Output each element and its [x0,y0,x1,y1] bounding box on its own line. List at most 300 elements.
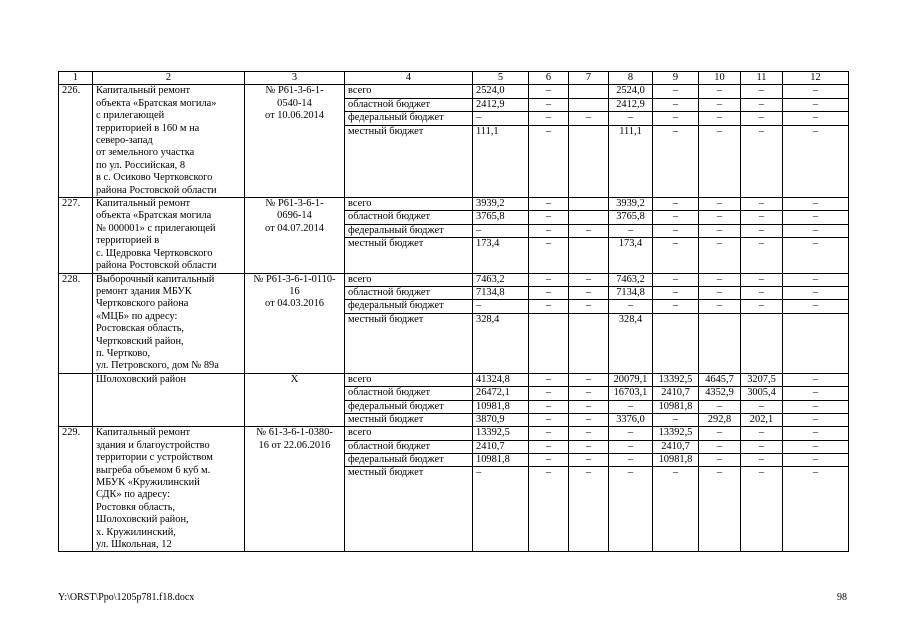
amount-value: – [716,238,723,250]
object-description [93,427,245,552]
amount-value [783,314,848,326]
amount-value: 292,8 [707,413,732,425]
document-line: № Р61-3-6-1- [265,85,324,97]
amount-value: – [741,112,782,125]
amount-value: – [741,287,782,300]
amount-value: – [741,99,782,112]
amount-value: – [783,287,848,300]
header-cell: 7 [569,72,609,85]
value-column-12 [783,427,849,552]
amount-value: – [812,125,819,137]
amount-value: – [758,467,765,479]
value-column-5 [473,273,529,373]
value-column-9 [653,273,699,373]
object-line: территории с устройством [96,452,213,464]
amount-value: – [699,211,740,224]
amount-value: – [529,454,568,467]
header-cell: 12 [783,72,849,85]
amount-value: – [609,112,652,125]
funding-source-label: федеральный бюджет [345,112,472,125]
value-column-5 [473,85,529,198]
amount-value: – [783,85,848,98]
funding-source-label: областной бюджет [345,99,472,112]
amount-value: – [653,99,698,112]
document-line: 0696-14 [277,210,312,222]
value-column-5 [473,427,529,552]
amount-value: – [783,211,848,224]
object-description [93,85,245,198]
amount-value: – [783,374,848,387]
value-column-10 [699,273,741,373]
amount-value: – [699,300,740,313]
amount-value: – [473,112,528,125]
funding-source-label: местный бюджет [348,413,424,425]
object-line: территорией в 160 м на [96,122,200,134]
amount-value: – [699,99,740,112]
object-line: выгреба объемом 6 куб м. [96,464,211,476]
amount-value: 7134,8 [609,287,652,300]
document-line: от 04.07.2014 [265,222,324,234]
object-line: по ул. Российская, 8 [96,159,186,171]
amount-value: – [653,198,698,211]
amount-value: – [609,225,652,238]
header-row [59,72,849,85]
document-line: 16 от 22.06.2016 [258,439,331,451]
amount-value: – [672,125,679,137]
amount-value: – [741,274,782,287]
document-line: от 10.06.2014 [265,110,324,122]
object-line: Капитальный ремонт [96,427,191,439]
object-line: ул. Петровского, дом № 89а [96,360,219,372]
value-column-8 [609,198,653,273]
object-line: района Ростовской области [96,184,217,196]
amount-value: – [529,374,568,387]
amount-value: – [529,401,568,414]
amount-value: – [741,225,782,238]
amount-value: – [672,238,679,250]
amount-value: 111,1 [619,125,642,137]
table-row [59,373,849,427]
object-line: «МЦБ» по адресу: [96,310,178,322]
amount-value: 10981,8 [473,401,528,414]
amount-value: – [783,198,848,211]
document-reference [245,373,345,427]
amount-value: – [741,198,782,211]
object-line: Капитальный ремонт [96,198,191,210]
amount-value: – [741,454,782,467]
amount-value: – [569,441,608,454]
document-reference [245,427,345,552]
object-description [93,373,245,427]
value-column-8 [609,85,653,198]
object-line: Выборочный капитальный [96,273,215,285]
amount-value: – [741,211,782,224]
funding-source-label: областной бюджет [345,387,472,400]
amount-value: – [529,300,568,313]
header-cell: 1 [59,72,93,85]
amount-value: – [569,387,608,400]
amount-value: – [699,427,740,440]
value-column-5 [473,198,529,273]
amount-value: 2410,7 [473,441,528,454]
amount-value: – [812,238,819,250]
object-line: СДК» по адресу: [96,489,170,501]
amount-value: – [569,112,608,125]
value-column-12 [783,85,849,198]
object-line: здания и благоустройство [96,439,210,451]
header-cell: 8 [609,72,653,85]
funding-source-cell [345,373,473,427]
value-column-8 [609,373,653,427]
funding-source-cell [345,427,473,552]
funding-source-label: местный бюджет [348,467,424,479]
value-column-8 [609,273,653,373]
amount-value: 4352,9 [699,387,740,400]
amount-value: – [569,454,608,467]
amount-value: – [569,374,608,387]
header-cell: 2 [93,72,245,85]
value-column-7 [569,273,609,373]
table-body [59,72,849,552]
object-line: объекта «Братская могила» [96,97,217,109]
object-line: Шолоховский район, [96,514,189,526]
funding-source-label: всего [345,427,472,440]
amount-value: 7463,2 [473,274,528,287]
amount-value: – [569,401,608,414]
funding-source-label: федеральный бюджет [345,401,472,414]
document-line: № 61-3-6-1-0380- [256,427,333,439]
amount-value: 2412,9 [473,99,528,112]
funding-source-cell [345,198,473,273]
amount-value: 3765,8 [473,211,528,224]
table-row [59,198,849,273]
amount-value: – [569,300,608,313]
object-line: п. Чертково, [96,347,151,359]
object-description [93,198,245,273]
value-column-6 [529,427,569,552]
funding-source-label: всего [345,374,472,387]
amount-value: – [741,441,782,454]
table-row [59,273,849,373]
amount-value: – [473,300,528,313]
value-column-7 [569,427,609,552]
amount-value: – [699,287,740,300]
amount-value: 2524,0 [473,85,528,98]
value-column-10 [699,427,741,552]
amount-value: 328,4 [618,313,643,325]
amount-value: 13392,5 [473,427,528,440]
table-row [59,427,849,552]
amount-value: 3870,9 [476,413,505,425]
amount-value: – [783,300,848,313]
amount-value: – [716,467,723,479]
amount-value: – [783,401,848,414]
object-line: № 000001» с прилегающей [96,222,216,234]
amount-value: – [699,454,740,467]
value-column-11 [741,198,783,273]
value-column-10 [699,198,741,273]
funding-source-label: местный бюджет [348,313,424,325]
document-line: 0540-14 [277,97,312,109]
object-line: от земельного участка [96,147,195,159]
amount-value [569,126,608,138]
funding-source-label: всего [345,198,472,211]
amount-value: – [653,300,698,313]
value-column-5 [473,373,529,427]
amount-value: – [812,413,819,425]
amount-value: – [529,287,568,300]
amount-value: 26472,1 [473,387,528,400]
funding-source-label: всего [345,274,472,287]
amount-value: – [529,211,568,224]
amount-value: – [473,225,528,238]
value-column-9 [653,85,699,198]
amount-value: – [585,413,592,425]
object-line: ремонт здания МБУК [96,285,192,297]
amount-value: – [653,225,698,238]
document-line: № Р61-3-6-1-0110- [253,273,336,285]
file-path: Y:\ORST\Ppo\1205p781.f18.docx [58,592,195,603]
funding-source-label: федеральный бюджет [345,300,472,313]
document-line: 16 [289,285,300,297]
funding-source-label: всего [345,85,472,98]
amount-value [699,314,740,326]
amount-value: – [699,441,740,454]
funding-source-cell [345,273,473,373]
row-number: 229. [59,427,93,552]
amount-value: 13392,5 [653,374,698,387]
object-line: Чертковского района [96,298,189,310]
amount-value [741,314,782,326]
amount-value: – [758,238,765,250]
amount-value: – [741,300,782,313]
amount-value: – [783,427,848,440]
amount-value: – [609,401,652,414]
amount-value: 3939,2 [473,198,528,211]
amount-value: 202,1 [749,413,774,425]
amount-value: – [699,274,740,287]
amount-value: – [699,401,740,414]
header-cell: 9 [653,72,699,85]
funding-source-cell [345,85,473,198]
funding-source-label: федеральный бюджет [345,454,472,467]
value-column-8 [609,427,653,552]
amount-value: – [529,427,568,440]
amount-value: – [545,125,552,137]
value-column-6 [529,198,569,273]
value-column-12 [783,198,849,273]
header-cell: 11 [741,72,783,85]
amount-value: 2412,9 [609,99,652,112]
amount-value: – [783,274,848,287]
document-reference [245,198,345,273]
value-column-6 [529,273,569,373]
object-line: с. Щедровка Чертковского [96,247,213,259]
amount-value: – [529,441,568,454]
amount-value: – [758,125,765,137]
amount-value: – [653,274,698,287]
amount-value: – [529,99,568,112]
row-number: 228. [59,273,93,373]
amount-value: 10981,8 [473,454,528,467]
amount-value [653,314,698,326]
value-column-11 [741,427,783,552]
table-row [59,85,849,198]
amount-value: 2410,7 [653,441,698,454]
funding-source-label: местный бюджет [348,125,424,137]
amount-value [569,211,608,224]
amount-value: – [545,413,552,425]
amount-value: – [783,112,848,125]
amount-value: 173,4 [476,238,500,250]
document-reference [245,85,345,198]
amount-value: – [545,467,552,479]
header-cell: 5 [473,72,529,85]
value-column-9 [653,198,699,273]
object-line: Шолоховский район [96,373,187,385]
object-line: северо-запад [96,135,153,147]
amount-value: 20079,1 [609,374,652,387]
amount-value: – [529,85,568,98]
object-line: Чертковский район, [96,335,184,347]
amount-value [569,238,608,250]
value-column-7 [569,198,609,273]
amount-value: – [476,467,482,479]
object-line: Ростовская область, [96,323,185,335]
amount-value: – [569,427,608,440]
amount-value: – [609,441,652,454]
amount-value: – [699,225,740,238]
funding-source-label: областной бюджет [345,287,472,300]
amount-value: 328,4 [476,313,500,325]
amount-value: – [609,454,652,467]
amount-value: – [783,454,848,467]
amount-value: – [569,287,608,300]
header-cell: 6 [529,72,569,85]
amount-value: 7134,8 [473,287,528,300]
amount-value: – [609,427,652,440]
amount-value: – [569,225,608,238]
object-line: объекта «Братская могила [96,210,212,222]
amount-value: – [609,300,652,313]
amount-value: 3207,5 [741,374,782,387]
amount-value: 3376,0 [616,413,645,425]
header-cell: 10 [699,72,741,85]
amount-value: – [529,198,568,211]
amount-value: – [653,85,698,98]
amount-value: 16703,1 [609,387,652,400]
object-line: с прилегающей [96,110,165,122]
value-column-7 [569,373,609,427]
value-column-11 [741,273,783,373]
amount-value: 111,1 [476,125,499,137]
amount-value: – [741,427,782,440]
value-column-12 [783,373,849,427]
header-cell: 3 [245,72,345,85]
document-reference [245,273,345,373]
value-column-10 [699,85,741,198]
amount-value: – [529,225,568,238]
amount-value: – [783,387,848,400]
amount-value: 2524,0 [609,85,652,98]
amount-value: – [653,211,698,224]
amount-value: – [783,441,848,454]
value-column-6 [529,85,569,198]
amount-value: – [529,112,568,125]
amount-value: – [699,112,740,125]
amount-value: – [569,274,608,287]
amount-value: 3765,8 [609,211,652,224]
object-line: х. Кружилинский, [96,526,176,538]
funding-source-label: местный бюджет [348,238,424,250]
object-line: Ростовкя область, [96,501,176,513]
amount-value: – [783,99,848,112]
amount-value: – [653,112,698,125]
amount-value [569,314,608,326]
amount-value: 3005,4 [741,387,782,400]
value-column-11 [741,85,783,198]
amount-value: – [741,85,782,98]
document-line: № Р61-3-6-1- [265,198,324,210]
amount-value: – [653,287,698,300]
amount-value: 2410,7 [653,387,698,400]
amount-value: – [627,467,634,479]
amount-value [569,85,608,98]
object-line: Капитальный ремонт [96,85,191,97]
funding-source-label: областной бюджет [345,211,472,224]
amount-value: – [812,467,819,479]
amount-value: – [783,225,848,238]
amount-value [569,198,608,211]
row-number: 226. [59,85,93,198]
object-description [93,273,245,373]
value-column-7 [569,85,609,198]
value-column-6 [529,373,569,427]
value-column-12 [783,273,849,373]
amount-value: 10981,8 [653,401,698,414]
amount-value: – [741,401,782,414]
amount-value: – [529,387,568,400]
amount-value: – [672,467,679,479]
amount-value [529,314,568,326]
value-column-9 [653,373,699,427]
object-line: МБУК «Кружилинский [96,476,200,488]
amount-value: – [699,198,740,211]
amount-value: – [585,467,592,479]
document-line: Х [290,373,299,385]
row-number: 227. [59,198,93,273]
amount-value [569,99,608,112]
amount-value: 3939,2 [609,198,652,211]
amount-value: 41324,8 [473,374,528,387]
funding-source-label: областной бюджет [345,441,472,454]
amount-value: 4645,7 [699,374,740,387]
page-number: 98 [837,592,847,603]
amount-value: – [699,85,740,98]
budget-table [58,71,849,552]
value-column-11 [741,373,783,427]
amount-value: – [672,413,679,425]
object-line: территорией в [96,235,160,247]
amount-value: 173,4 [618,238,643,250]
row-number [59,373,93,427]
amount-value: – [545,238,552,250]
value-column-9 [653,427,699,552]
amount-value: 7463,2 [609,274,652,287]
document-line: от 04.03.2016 [265,298,324,310]
object-line: в с. Осиково Чертковского [96,172,213,184]
value-column-10 [699,373,741,427]
